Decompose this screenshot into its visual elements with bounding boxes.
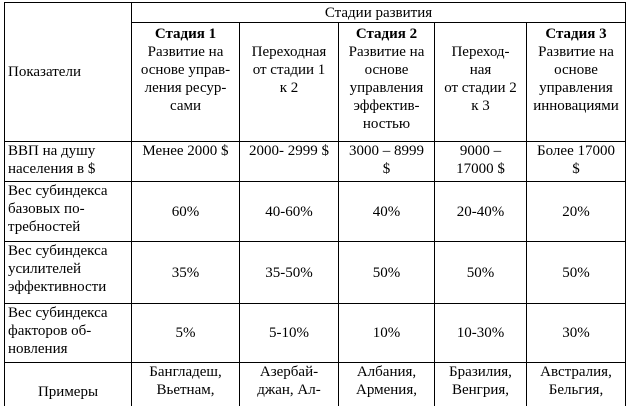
stage-1-subtitle: Развитие на основе управ- ления ресур- сами (140, 44, 231, 114)
cell-value: Бангладеш, Вьетнам, (149, 364, 222, 398)
cell-value: 35% (171, 264, 200, 281)
header-row-group (5, 3, 626, 23)
stage-1-header-cell (132, 23, 240, 142)
row-label-cell (5, 242, 132, 304)
cell-value: 20-40% (456, 203, 505, 220)
cell-value: 20% (562, 203, 590, 220)
value-cell (339, 363, 435, 406)
row-label-cell (5, 304, 132, 363)
cell-value: Азербай- джан, Ал- (257, 364, 321, 398)
cell-value: 40-60% (265, 203, 313, 220)
cell-value: 10-30% (456, 325, 505, 341)
value-cell (132, 142, 240, 182)
value-cell (435, 182, 527, 242)
transition-1-2-header-cell (240, 23, 339, 142)
transition-2-3-header-cell (435, 23, 527, 142)
value-cell (527, 363, 626, 406)
value-cell (527, 182, 626, 242)
stage-2-header-cell (339, 23, 435, 142)
transition-1-2-subtitle: Переходная от стадии 1 к 2 (251, 44, 327, 96)
development-stages-table (4, 2, 626, 406)
indicators-header-label: Показатели (8, 64, 81, 80)
cell-value: 60% (171, 203, 200, 220)
table-row-gdp (5, 142, 626, 182)
stage-2-title: Стадия 2 (355, 26, 418, 42)
value-cell (240, 304, 339, 363)
cell-value: 5% (175, 325, 196, 341)
row-label-cell (5, 363, 132, 406)
table-row-examples (5, 363, 626, 406)
value-cell (435, 363, 527, 406)
cell-value: Албания, Армения, (356, 364, 417, 398)
cell-value: 50% (466, 264, 495, 281)
cell-value: 50% (562, 264, 590, 281)
cell-value: Более 17000 $ (537, 143, 615, 177)
value-cell (240, 242, 339, 304)
value-cell (132, 182, 240, 242)
cell-value: 5-10% (269, 325, 309, 341)
value-cell (435, 142, 527, 182)
value-cell (132, 304, 240, 363)
value-cell (240, 142, 339, 182)
cell-value: 50% (372, 264, 401, 281)
cell-value: Австралия, Бельгия, (540, 364, 612, 398)
stage-2-subtitle: Развитие на основе управления эффектив- ностью (348, 44, 425, 132)
value-cell (527, 242, 626, 304)
value-cell (339, 242, 435, 304)
value-cell (339, 142, 435, 182)
cell-value: Менее 2000 $ (142, 143, 229, 159)
row-label-cell (5, 142, 132, 182)
table-row-efficiency-enhancers (5, 242, 626, 304)
cell-value: Бразилия, Венгрия, (449, 364, 512, 398)
table-row-basic-needs (5, 182, 626, 242)
value-cell (132, 242, 240, 304)
cell-value: 35-50% (265, 264, 313, 281)
cell-value: 9000 – 17000 $ (456, 143, 505, 177)
value-cell (240, 182, 339, 242)
stage-1-title: Стадия 1 (154, 26, 217, 42)
stage-3-title: Стадия 3 (545, 26, 607, 42)
indicators-header-cell (5, 3, 132, 142)
cell-value: 2000- 2999 $ (249, 143, 329, 159)
value-cell (339, 182, 435, 242)
stages-group-header-cell (132, 3, 626, 23)
row-label-cell (5, 182, 132, 242)
cell-value: 30% (562, 325, 590, 341)
value-cell (339, 304, 435, 363)
stage-3-header-cell (527, 23, 626, 142)
table-row-innovation-factors (5, 304, 626, 363)
cell-value: 40% (372, 203, 401, 220)
transition-2-3-subtitle: Переход- ная от стадии 2 к 3 (444, 44, 517, 114)
stages-group-header-label: Стадии развития (324, 4, 433, 21)
value-cell (435, 242, 527, 304)
row-label: Вес субиндекса факторов об- новления (8, 305, 108, 357)
cell-value: 3000 – 8999 $ (349, 143, 424, 177)
cell-value: 10% (372, 325, 401, 341)
stage-3-subtitle: Развитие на основе управления инновациями (533, 44, 619, 114)
value-cell (132, 363, 240, 406)
row-label: Вес субиндекса усилителей эффективности (8, 243, 108, 295)
row-label: ВВП на душу населения в $ (8, 143, 96, 177)
value-cell (240, 363, 339, 406)
value-cell (435, 304, 527, 363)
value-cell (527, 142, 626, 182)
value-cell (527, 304, 626, 363)
row-label: Примеры (37, 384, 99, 400)
row-label: Вес субиндекса базовых по- требностей (8, 183, 108, 235)
